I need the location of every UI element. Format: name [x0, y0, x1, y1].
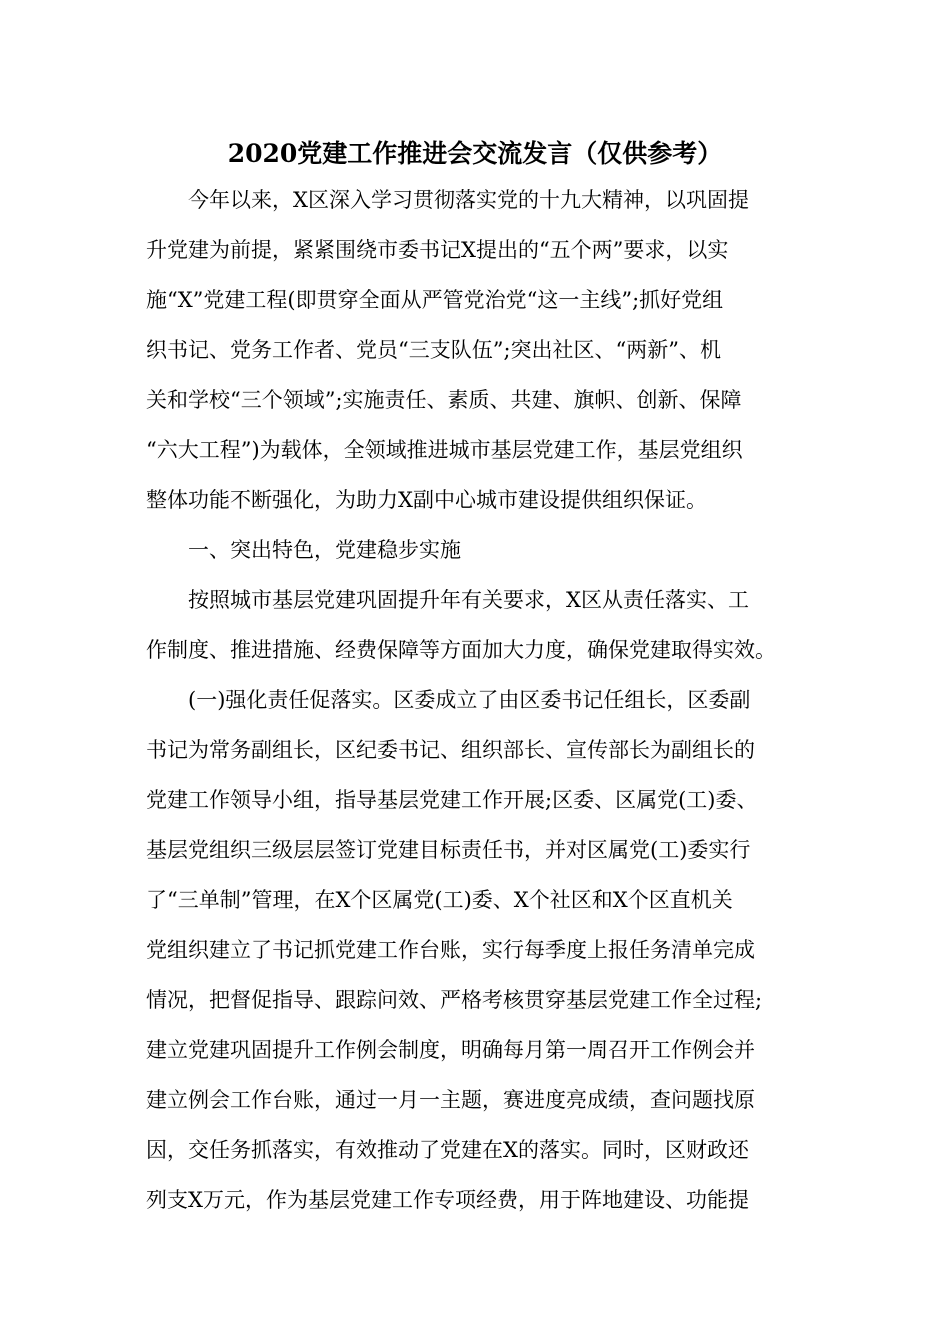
paragraph-line: 整体功能不断强化，为助力X副中心城市建设提供组织保证。 — [146, 488, 707, 512]
paragraph-line: (一)强化责任促落实。区委成立了由区委书记任组长，区委副 — [188, 688, 751, 712]
paragraph-line: 建立例会工作台账，通过一月一主题，赛进度亮成绩，查问题找原 — [146, 1088, 755, 1112]
paragraph-line: 升党建为前提，紧紧围绕市委书记X提出的“五个两”要求，以实 — [146, 238, 729, 262]
paragraph-line: 织书记、党务工作者、党员“三支队伍”;突出社区、“两新”、机 — [146, 338, 722, 362]
section-heading: 一、突出特色，党建稳步实施 — [188, 538, 461, 562]
paragraph-line: 列支X万元，作为基层党建工作专项经费，用于阵地建设、功能提 — [146, 1188, 749, 1212]
paragraph-line: 情况，把督促指导、跟踪问效、严格考核贯穿基层党建工作全过程; — [146, 988, 763, 1012]
paragraph-line: 施“X”党建工程(即贯穿全面从严管党治党“这一主线”;抓好党组 — [146, 288, 724, 312]
paragraph-line: 基层党组织三级层层签订党建目标责任书，并对区属党(工)委实行 — [146, 838, 751, 862]
paragraph-line: 建立党建巩固提升工作例会制度，明确每月第一周召开工作例会并 — [146, 1038, 755, 1062]
paragraph-line: 党建工作领导小组，指导基层党建工作开展;区委、区属党(工)委、 — [146, 788, 758, 812]
paragraph-line: 关和学校“三个领域”;实施责任、素质、共建、旗帜、创新、保障 — [146, 388, 742, 412]
paragraph-line: 因，交任务抓落实，有效推动了党建在X的落实。同时，区财政还 — [146, 1138, 749, 1162]
paragraph-line: “六大工程”)为载体，全领域推进城市基层党建工作，基层党组织 — [146, 438, 743, 462]
paragraph-line: 了“三单制”管理，在X个区属党(工)委、X个社区和X个区直机关 — [146, 888, 733, 912]
paragraph-line: 今年以来，X区深入学习贯彻落实党的十九大精神，以巩固提 — [188, 188, 749, 212]
document-title: 2020党建工作推进会交流发言（仅供参考） — [227, 139, 723, 168]
paragraph-line: 按照城市基层党建巩固提升年有关要求，X区从责任落实、工 — [188, 588, 749, 612]
paragraph-line: 作制度、推进措施、经费保障等方面加大力度，确保党建取得实效。 — [146, 638, 776, 662]
paragraph-line: 党组织建立了书记抓党建工作台账，实行每季度上报任务清单完成 — [146, 938, 755, 962]
paragraph-line: 书记为常务副组长，区纪委书记、组织部长、宣传部长为副组长的 — [146, 738, 755, 762]
